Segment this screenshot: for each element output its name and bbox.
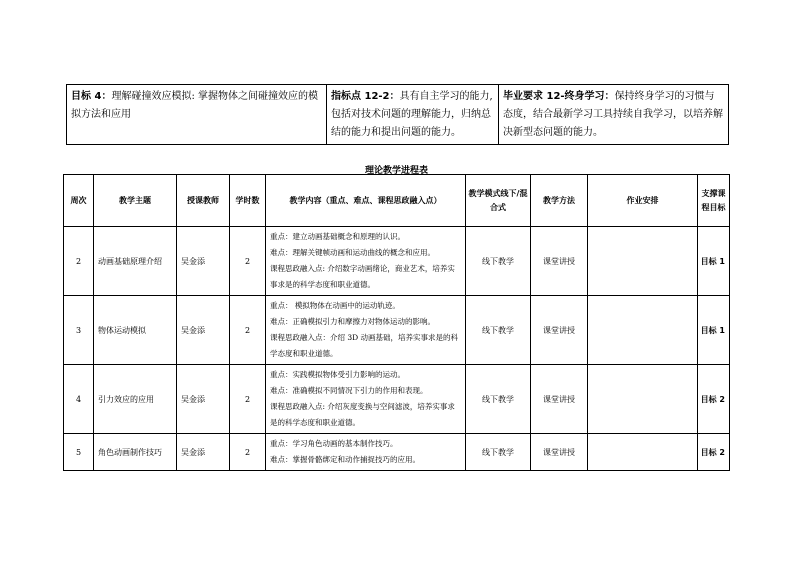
- teacher-cell: 吴金添: [177, 434, 230, 471]
- week-cell: 3: [64, 296, 94, 365]
- method-cell: 课堂讲授: [531, 365, 588, 434]
- method-cell: 课堂讲授: [531, 227, 588, 296]
- indicator-text: 具有自主学习的能力, 包括对技术问题的理解能力，归纳总结的能力和提出问题的能力。: [331, 91, 493, 138]
- method-cell: 课堂讲授: [531, 296, 588, 365]
- content-line: 难点：准确模拟不同情况下引力的作用和表现。: [270, 386, 428, 395]
- schedule-table: [63, 174, 730, 471]
- week-cell: 5: [64, 434, 94, 471]
- topic-cell: 角色动画制作技巧: [94, 434, 177, 471]
- hours-cell: 2: [230, 227, 266, 296]
- requirement-label: 毕业要求 12-终身学习：: [503, 91, 615, 102]
- topic-cell: 引力效应的应用: [94, 365, 177, 434]
- table-row: [64, 296, 730, 365]
- header-topic: 教学主题: [94, 175, 177, 227]
- header-mode: 教学模式线下/混合式: [466, 175, 531, 227]
- support-cell: 目标 2: [698, 365, 730, 434]
- mode-cell: 线下教学: [466, 296, 531, 365]
- teacher-cell: 吴金添: [177, 296, 230, 365]
- content-line: 课程思政融入点：介绍 3D 动画基础，培养实事求是的科学态度和职业道德。: [270, 333, 459, 358]
- objective-text: 理解碰撞效应模拟: 掌握物体之间碰撞效应的模拟方法和应用: [71, 91, 319, 120]
- topic-cell: 物体运动模拟: [94, 296, 177, 365]
- header-homework: 作业安排: [588, 175, 698, 227]
- teacher-cell: 吴金添: [177, 365, 230, 434]
- objective-cell: [67, 85, 327, 145]
- header-hours: 学时数: [230, 175, 266, 227]
- hours-cell: 2: [230, 365, 266, 434]
- content-line: 课程思政融入点: 介绍数字动画绪论，商业艺术，培养实事求是的科学态度和职业道德。: [270, 264, 455, 289]
- topic-cell: 动画基础原理介绍: [94, 227, 177, 296]
- requirement-cell: [499, 85, 729, 145]
- mode-cell: 线下教学: [466, 227, 531, 296]
- table-row: [64, 227, 730, 296]
- homework-cell: [588, 227, 698, 296]
- content-line: 重点： 模拟物体在动画中的运动轨迹。: [270, 301, 400, 310]
- content-line: 难点：正确模拟引力和摩擦力对物体运动的影响。: [270, 317, 435, 326]
- table-row: [64, 365, 730, 434]
- table-row: [64, 434, 730, 471]
- homework-cell: [588, 365, 698, 434]
- content-cell: [266, 227, 466, 296]
- week-cell: 4: [64, 365, 94, 434]
- teacher-cell: 吴金添: [177, 227, 230, 296]
- header-week: 周次: [64, 175, 94, 227]
- indicator-cell: [327, 85, 499, 145]
- content-cell: [266, 365, 466, 434]
- objective-label: 目标 4：: [71, 91, 112, 102]
- header-content: 教学内容（重点、难点、课程思政融入点）: [266, 175, 466, 227]
- content-line: 重点：建立动画基础概念和原理的认识。: [270, 232, 405, 241]
- objectives-row: [67, 85, 729, 145]
- requirement-text: 保持终身学习的习惯与态度，结合最新学习工具持续自我学习，以培养解决新型态问题的能力。: [503, 91, 723, 138]
- content-line: 难点：理解关键帧动画和运动曲线的概念和应用。: [270, 248, 435, 257]
- content-cell: [266, 296, 466, 365]
- content-line: 难点：掌握骨骼绑定和动作捕捉技巧的应用。: [270, 455, 420, 464]
- header-row: [64, 175, 730, 227]
- support-cell: 目标 1: [698, 296, 730, 365]
- header-method: 教学方法: [531, 175, 588, 227]
- mode-cell: 线下教学: [466, 365, 531, 434]
- mode-cell: 线下教学: [466, 434, 531, 471]
- indicator-label: 指标点 12-2：: [331, 91, 400, 102]
- support-cell: 目标 1: [698, 227, 730, 296]
- header-teacher: 授课教师: [177, 175, 230, 227]
- content-line: 重点：实践模拟物体受引力影响的运动。: [270, 370, 405, 379]
- homework-cell: [588, 434, 698, 471]
- content-line: 课程思政融入点: 介绍灰度变换与空间滤波，培养实事求是的科学态度和职业道德。: [270, 402, 455, 427]
- method-cell: 课堂讲授: [531, 434, 588, 471]
- homework-cell: [588, 296, 698, 365]
- support-cell: 目标 2: [698, 434, 730, 471]
- header-support: 支撑课程目标: [698, 175, 730, 227]
- content-line: 重点：学习角色动画的基本制作技巧。: [270, 439, 398, 448]
- table-caption: 理论教学进程表: [364, 166, 428, 176]
- week-cell: 2: [64, 227, 94, 296]
- hours-cell: 2: [230, 434, 266, 471]
- objectives-table: [66, 84, 729, 145]
- content-cell: [266, 434, 466, 471]
- hours-cell: 2: [230, 296, 266, 365]
